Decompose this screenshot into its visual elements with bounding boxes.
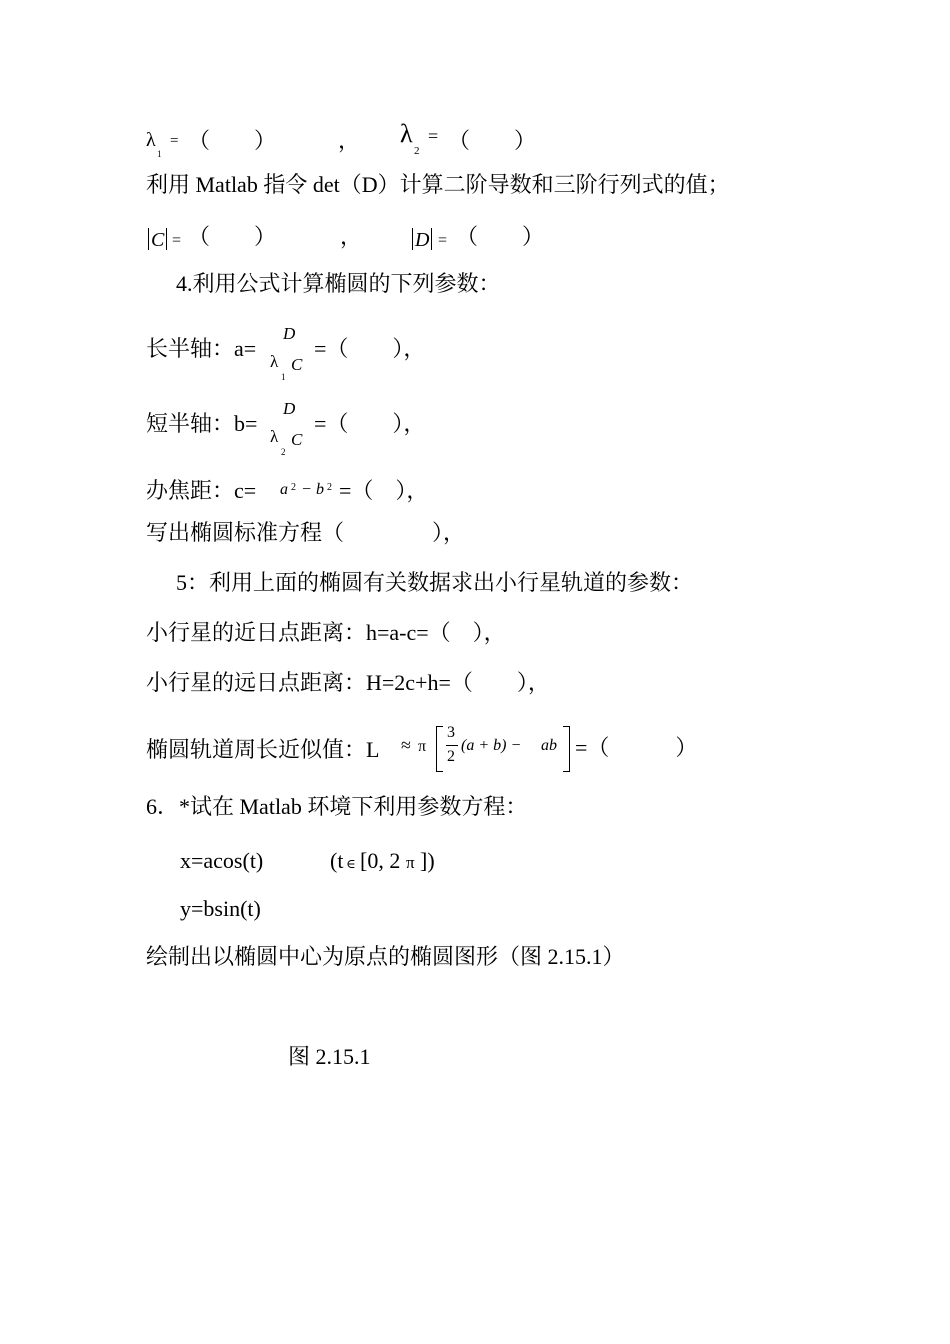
step5-heading: 5：利用上面的椭圆有关数据求出小行星轨道的参数： bbox=[176, 570, 694, 595]
lambda1-symbol: λ bbox=[146, 129, 156, 151]
perimeter-ab: ab bbox=[541, 737, 557, 754]
perihelion-line: 小行星的近日点距离：h=a-c=（ ）， bbox=[146, 620, 506, 645]
focal-b: b bbox=[316, 481, 324, 498]
lambda1-subscript: 1 bbox=[157, 149, 162, 159]
perimeter-fraction-numerator: 3 bbox=[447, 724, 455, 741]
step4-heading: 4.利用公式计算椭圆的下列参数： bbox=[176, 271, 501, 296]
lambda1-equals: = bbox=[170, 133, 179, 149]
focal-label: 办焦距：c= bbox=[146, 478, 257, 503]
perimeter-right-bracket bbox=[563, 726, 570, 772]
semi-minor-denominator-c: C bbox=[291, 430, 303, 449]
det-instruction: 利用 Matlab 指令 det（D）计算二阶导数和三阶行列式的值； bbox=[146, 172, 730, 197]
det-c-symbol: C bbox=[151, 229, 165, 251]
semi-minor-label: 短半轴：b= bbox=[146, 411, 258, 436]
aphelion-line: 小行星的远日点距离：H=2c+h=（ ）， bbox=[146, 670, 550, 695]
focal-tail: =（ ）， bbox=[339, 478, 429, 503]
focal-a: a bbox=[280, 481, 288, 498]
param-x-equation: x=acos(t) bbox=[180, 848, 264, 873]
perimeter-fraction-bar bbox=[446, 745, 458, 746]
draw-instruction: 绘制出以椭圆中心为原点的椭圆图形（图 2.15.1） bbox=[146, 944, 625, 969]
lambda2-subscript: 2 bbox=[414, 145, 420, 157]
semi-major-denominator-lambda: λ bbox=[270, 352, 279, 371]
param-interval: [0, 2 bbox=[360, 848, 401, 873]
perimeter-fraction-denominator: 2 bbox=[447, 748, 455, 765]
semi-major-label: 长半轴：a= bbox=[146, 336, 257, 361]
perimeter-approx: ≈ bbox=[401, 735, 411, 755]
perimeter-expression: (a + b) − bbox=[461, 737, 522, 754]
det-d-blank: （ ） bbox=[456, 224, 545, 249]
semi-minor-denominator-lambda: λ bbox=[270, 427, 279, 446]
focal-minus: − bbox=[302, 481, 312, 498]
det-c-blank: （ ） bbox=[188, 224, 277, 249]
perimeter-label: 椭圆轨道周长近似值：L bbox=[146, 737, 380, 762]
semi-minor-denominator-subscript: 2 bbox=[281, 447, 286, 457]
param-pi: π bbox=[406, 853, 415, 872]
param-y-equation: y=bsin(t) bbox=[180, 896, 261, 921]
step6-heading: 6．*试在 Matlab 环境下利用参数方程： bbox=[146, 794, 528, 819]
det-d-symbol: D bbox=[415, 229, 430, 251]
param-range-close: ]) bbox=[420, 848, 435, 873]
lambda2-blank: （ ） bbox=[448, 128, 537, 153]
focal-a-exponent: 2 bbox=[291, 482, 296, 493]
param-range-open: (t bbox=[330, 848, 344, 873]
semi-major-denominator-c: C bbox=[291, 355, 303, 374]
focal-b-exponent: 2 bbox=[327, 482, 332, 493]
semi-minor-tail: =（ ）， bbox=[314, 411, 426, 436]
eigen-separator-comma: ， bbox=[338, 128, 361, 153]
det-d-expression bbox=[410, 228, 434, 252]
lambda1-blank: （ ） bbox=[188, 128, 277, 153]
det-c-equals: = bbox=[172, 232, 182, 249]
semi-major-numerator: D bbox=[283, 324, 296, 343]
semi-minor-numerator: D bbox=[283, 399, 296, 418]
semi-major-tail: =（ ）， bbox=[314, 336, 426, 361]
figure-caption: 图 2.15.1 bbox=[288, 1044, 371, 1069]
standard-equation-line: 写出椭圆标准方程（ ）， bbox=[146, 520, 466, 545]
lambda2-symbol: λ bbox=[400, 119, 413, 148]
perimeter-tail: =（ ） bbox=[575, 735, 698, 760]
lambda2-equals: = bbox=[428, 126, 439, 146]
param-element-of: ∈ bbox=[346, 856, 356, 871]
perimeter-left-bracket bbox=[436, 726, 443, 772]
perimeter-pi: π bbox=[418, 738, 427, 755]
det-d-equals: = bbox=[438, 232, 448, 249]
semi-major-denominator-subscript: 1 bbox=[281, 372, 286, 382]
det-separator-comma: ， bbox=[340, 224, 363, 249]
det-c-expression bbox=[146, 228, 169, 252]
